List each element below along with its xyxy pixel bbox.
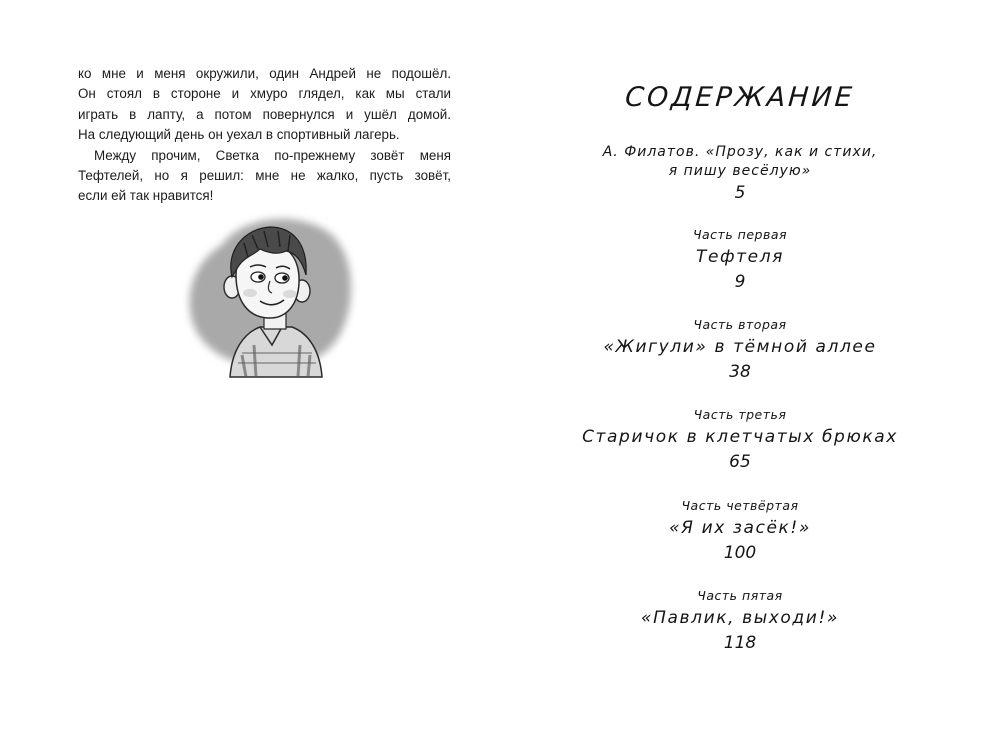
toc-title: СОДЕРЖАНИЕ bbox=[624, 82, 856, 113]
prose-line: Между прочим, Светка по-прежнему зовёт меня bbox=[94, 147, 451, 163]
toc-entry-part-5[interactable] bbox=[500, 587, 980, 655]
prose-line: ко мне и меня окружили, один Андрей не подошёл. bbox=[78, 66, 451, 81]
toc-chapter-title: «Жигули» в тёмной аллее bbox=[603, 337, 877, 357]
toc-entry-part-2[interactable] bbox=[500, 316, 980, 384]
toc-page-number: 100 bbox=[723, 543, 757, 563]
toc-page-number: 65 bbox=[729, 452, 751, 472]
toc-page-number: 38 bbox=[729, 362, 751, 382]
toc-entry-part-1[interactable] bbox=[500, 226, 980, 294]
toc-part-label: Часть пятая bbox=[697, 588, 783, 603]
toc-part-label: Часть четвёртая bbox=[681, 498, 799, 513]
toc-chapter-title: Старичок в клетчатых брюках bbox=[582, 427, 898, 447]
toc-page-number: 9 bbox=[734, 272, 746, 292]
toc-chapter-title: «Я их засёк!» bbox=[669, 518, 811, 538]
prose-line: если ей так нравится! bbox=[78, 188, 214, 204]
toc-chapter-title: Тефтеля bbox=[695, 247, 785, 267]
prose-line: Тефтелей, но я решил: мне не жалко, пусть зовёт, bbox=[78, 168, 451, 184]
toc-entry-part-4[interactable] bbox=[500, 497, 980, 565]
prose-line: играть в лапту, а потом повернулся и ушёл домой. bbox=[78, 106, 451, 122]
toc-intro-line: я пишу весёлую» bbox=[668, 163, 812, 179]
toc-entry-part-3[interactable] bbox=[500, 406, 980, 474]
toc-intro-line: А. Филатов. «Прозу, как и стихи, bbox=[602, 144, 878, 160]
toc-page-number: 5 bbox=[734, 183, 746, 203]
prose-line: Он стоял в стороне и хмуро глядел, как мы стали bbox=[78, 86, 451, 102]
toc-chapter-title: «Павлик, выходи!» bbox=[641, 608, 839, 628]
toc-part-label: Часть первая bbox=[692, 227, 788, 242]
prose-line: На следующий день он уехал в спортивный лагерь. bbox=[78, 127, 400, 143]
left-page bbox=[0, 0, 500, 751]
boy-illustration bbox=[182, 205, 372, 380]
story-text bbox=[78, 64, 451, 207]
toc-part-label: Часть вторая bbox=[693, 317, 787, 332]
toc-entry-intro[interactable] bbox=[500, 143, 980, 205]
toc-part-label: Часть третья bbox=[693, 407, 787, 422]
toc-page-number: 118 bbox=[723, 633, 757, 653]
